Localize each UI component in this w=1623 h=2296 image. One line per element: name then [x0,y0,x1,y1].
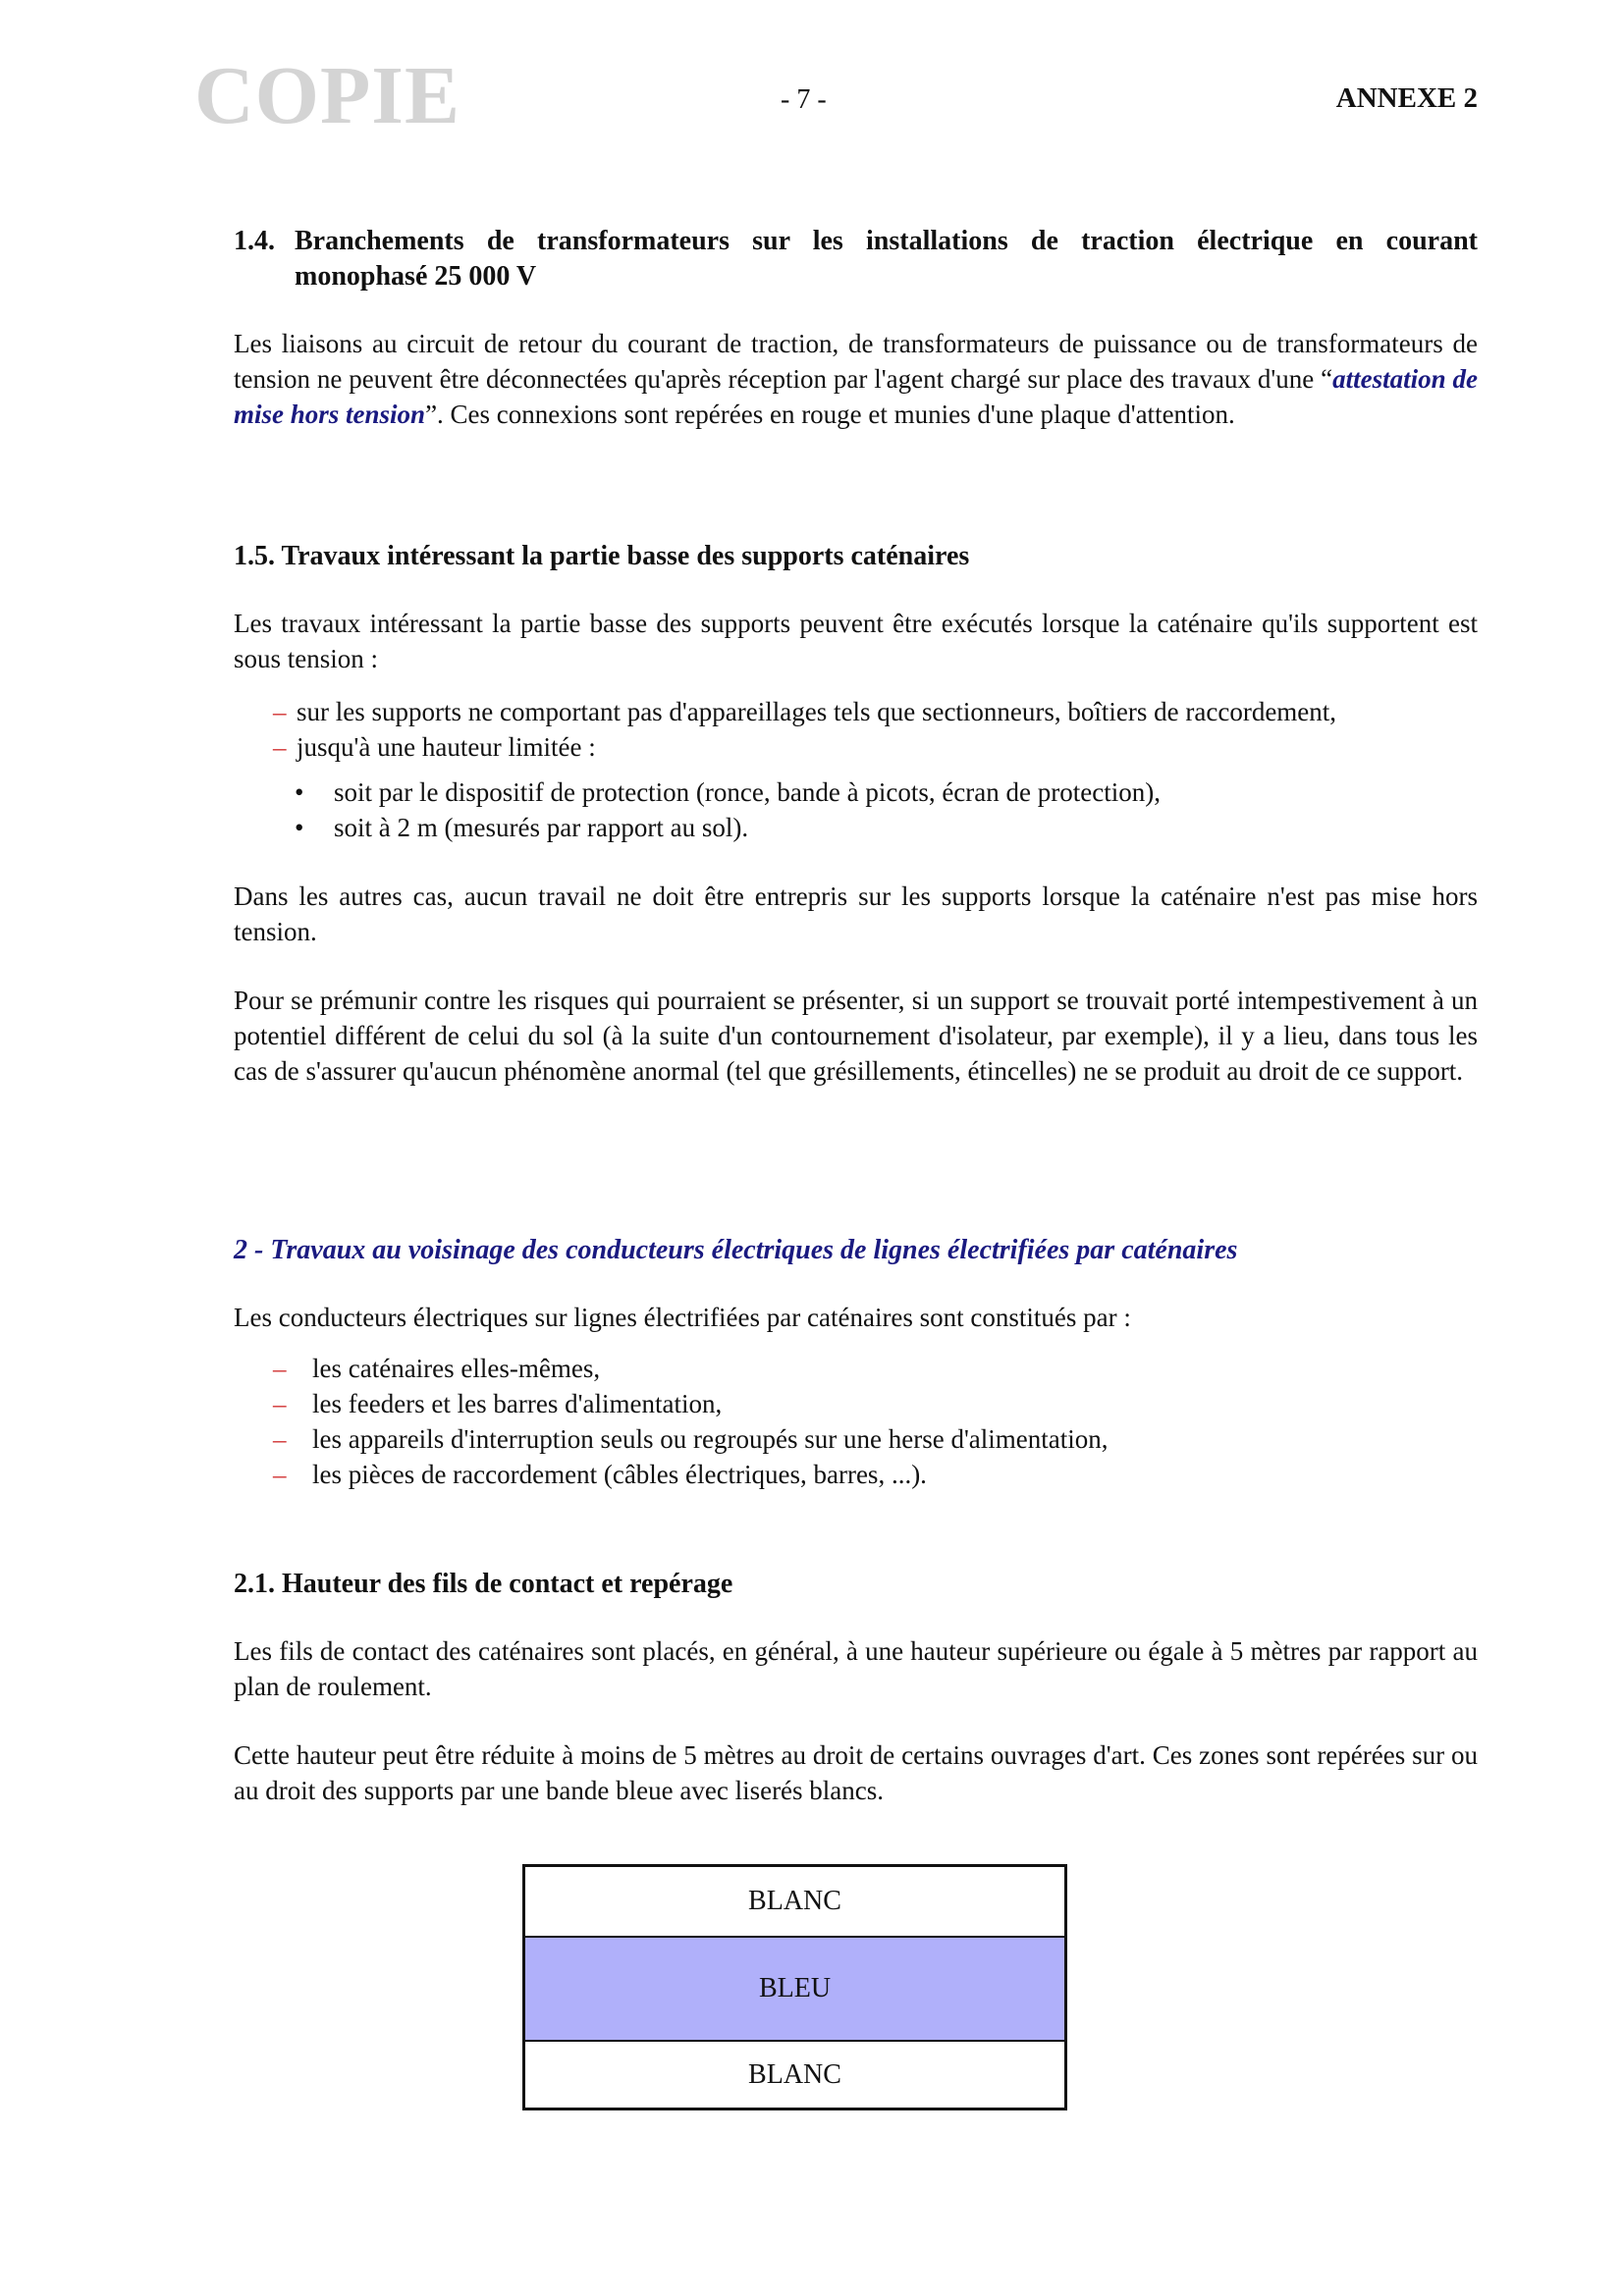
section-2-1-heading: 2.1. Hauteur des fils de contact et repérage [234,1569,733,1599]
paragraph: Dans les autres cas, aucun travail ne doit être entrepris sur les supports lorsque la caténaire n'est pas mise hors tension. [234,881,1478,946]
paragraph: Cette hauteur peut être réduite à moins de 5 mètres au droit de certains ouvrages d'art. Ces zones sont repérées sur ou au droit des supports par une bande bleue avec liserés blancs. [234,1740,1478,1805]
list-item-text: les feeders et les barres d'alimentation, [312,1389,723,1418]
section-2-heading: 2 - Travaux au voisinage des conducteurs électriques de lignes électrifiées par caténaires [234,1235,1238,1265]
heading-line-2: monophasé 25 000 V [295,261,537,292]
dash-icon: – [273,1354,287,1383]
annex-label: ANNEXE 2 [1335,82,1478,114]
list-item-text: les appareils d'interruption seuls ou regroupés sur une herse d'alimentation, [312,1424,1109,1454]
band-label: BLANC [748,2058,841,2090]
list-item-text: les caténaires elles-mêmes, [312,1354,601,1383]
list-item [234,774,1478,810]
paragraph: Les fils de contact des caténaires sont placés, en général, à une hauteur supérieure ou égale à 5 mètres par rapport au plan de roulement. [234,1636,1478,1701]
marking-band-diagram [522,1864,1067,2110]
band-white-bottom [525,2042,1064,2108]
section-number: 1.4. [234,226,275,256]
condition-list [234,694,1478,765]
paragraph: Les travaux intéressant la partie basse des supports peuvent être exécutés lorsque la caténaire qu'ils supportent est sous tension : [234,609,1478,673]
dash-icon: – [273,697,287,726]
list-item [234,1351,1478,1386]
section-1-5-heading: 1.5. Travaux intéressant la partie basse des supports caténaires [234,541,970,571]
bullet-icon: • [295,813,304,842]
list-item [234,1421,1478,1457]
paragraph: Pour se prémunir contre les risques qui pourraient se présenter, si un support se trouvait porté intempestivement à un potentiel différent de celui du sol (à la suite d'un contournement d'isolateur, par exemple), il y a lieu, dans tous les cas de s'assurer qu'aucun phénomène anormal (tel que grésillements, étincelles) ne se produit au droit de ce support. [234,986,1478,1086]
dash-icon: – [273,1460,287,1489]
heading-line-1: Branchements de transformateurs sur les installations de traction électrique en courant [295,226,1478,256]
list-item-text: sur les supports ne comportant pas d'appareillages tels que sectionneurs, boîtiers de raccordement, [297,697,1337,726]
list-item [234,1386,1478,1421]
text: ”. Ces connexions sont repérées en rouge et munies d'une plaque d'attention. [425,400,1235,429]
list-item [234,694,1478,729]
emphasis-term: attestation de mise hors tension [234,364,1478,429]
section-1-4 [234,224,1478,432]
list-item [234,1457,1478,1492]
paragraph [234,326,1478,432]
list-item [234,729,1478,765]
page-number: - 7 - [781,84,827,115]
section-2-1 [234,1567,1478,1808]
section-1-5 [234,539,1478,1089]
band-white-top [525,1867,1064,1938]
section-2 [234,1233,1478,1492]
dash-icon: – [273,732,287,762]
list-item-text: soit par le dispositif de protection (ronce, bande à picots, écran de protection), [334,777,1161,807]
copy-watermark: COPIE [194,50,461,141]
band-label: BLANC [748,1886,841,1916]
list-item-text: jusqu'à une hauteur limitée : [297,732,596,762]
dash-icon: – [273,1389,287,1418]
list-item-text: soit à 2 m (mesurés par rapport au sol). [334,813,749,842]
conductor-list [234,1351,1478,1492]
paragraph: Les conducteurs électriques sur lignes électrifiées par caténaires sont constitués par : [234,1303,1131,1332]
bullet-list [234,774,1478,845]
dash-icon: – [273,1424,287,1454]
bullet-icon: • [295,777,304,807]
section-1-4-heading [234,224,1478,294]
band-label: BLEU [758,1973,832,2003]
list-item-text: les pièces de raccordement (câbles électriques, barres, ...). [312,1460,927,1489]
list-item [234,810,1478,845]
band-blue [525,1938,1064,2042]
text: Les liaisons au circuit de retour du courant de traction, de transformateurs de puissance ou de transformateurs de tension ne peuvent être déconnectées qu'après réception par l'agent chargé sur place des travaux d'une “ [234,329,1478,394]
